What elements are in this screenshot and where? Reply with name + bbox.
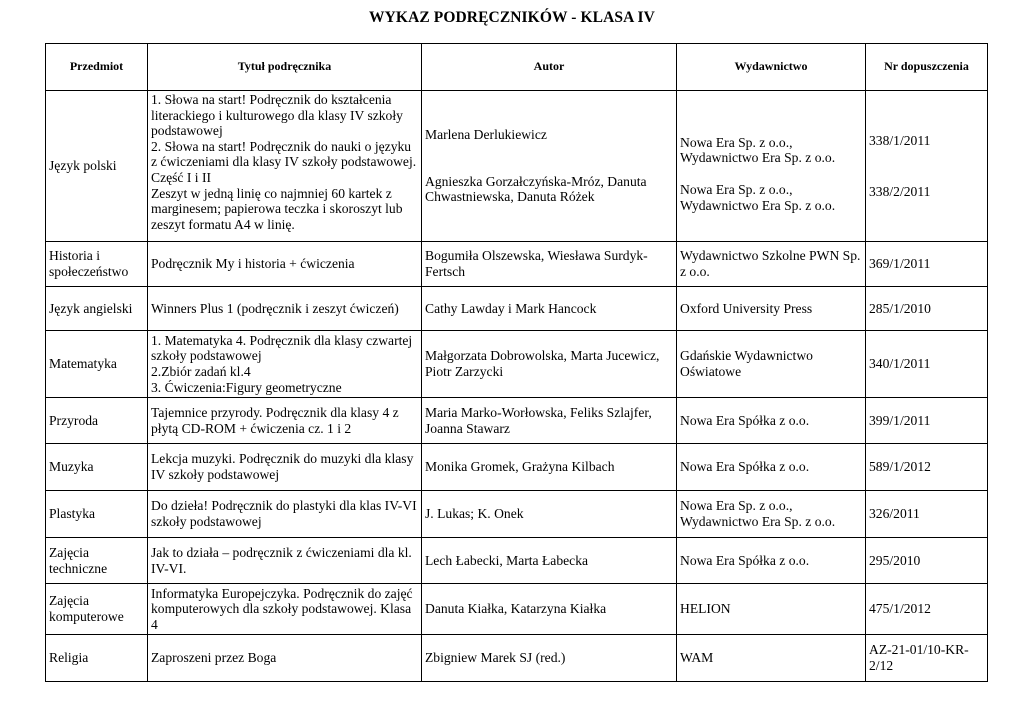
table-row [46,538,988,584]
publisher-cell: Nowa Era Spółka z o.o. [677,398,866,444]
author-cell [422,91,677,242]
approval-cell: 369/1/2011 [866,242,988,287]
approval-cell: 340/1/2011 [866,331,988,398]
table-row [46,287,988,331]
approval-cell: 399/1/2011 [866,398,988,444]
header-subject: Przedmiot [46,44,148,91]
subject-cell: Przyroda [46,398,148,444]
page-title: WYKAZ PODRĘCZNIKÓW - KLASA IV [369,9,655,26]
table-row [46,242,988,287]
table-row [46,91,988,242]
author-cell: Cathy Lawday i Mark Hancock [422,287,677,331]
title-cell: Lekcja muzyki. Podręcznik do muzyki dla klasy IV szkoły podstawowej [148,444,422,491]
approval-cell: AZ-21-01/10-KR-2/12 [866,635,988,682]
publisher-cell: Oxford University Press [677,287,866,331]
publisher-cell: Nowa Era Spółka z o.o. [677,444,866,491]
publisher-entry: Nowa Era Sp. z o.o., Wydawnictwo Era Sp. z o.o. [680,134,836,166]
publisher-cell: Nowa Era Spółka z o.o. [677,538,866,584]
title-cell: 1. Słowa na start! Podręcznik do kształcenia literackiego i kulturowego dla klasy IV szkoły podstawowej 2. Słowa na start! Podręcznik do nauki o języku z ćwiczeniami dla klasy IV szkoły podstawowej. Część I i II Zeszyt w jedną linię co najmniej 60 kartek z marginesem; papierowa teczka i skoroszyt lub zeszyt formatu A4 w linię. [148,91,422,242]
table-row [46,331,988,398]
title-cell: Informatyka Europejczyka. Podręcznik do zajęć komputerowych dla szkoły podstawowej. Klasa 4 [148,584,422,635]
subject-cell: Zajęcia komputerowe [46,584,148,635]
subject-cell: Muzyka [46,444,148,491]
author-entry: Marlena Derlukiewicz [425,127,547,143]
publisher-entry: Nowa Era Sp. z o.o., Wydawnictwo Era Sp. z o.o. [680,182,836,213]
publisher-cell: HELION [677,584,866,635]
title-cell: Podręcznik My i historia + ćwiczenia [148,242,422,287]
subject-cell: Zajęcia techniczne [46,538,148,584]
title-cell: Tajemnice przyrody. Podręcznik dla klasy 4 z płytą CD-ROM + ćwiczenia cz. 1 i 2 [148,398,422,444]
subject-cell: Historia i społeczeństwo [46,242,148,287]
approval-cell: 589/1/2012 [866,444,988,491]
title-cell: 1. Matematyka 4. Podręcznik dla klasy czwartej szkoły podstawowej 2.Zbiór zadań kl.4 3. Ćwiczenia:Figury geometryczne [148,331,422,398]
table-row [46,584,988,635]
table-row [46,491,988,538]
header-publisher: Wydawnictwo [677,44,866,91]
author-cell: Monika Gromek, Grażyna Kilbach [422,444,677,491]
author-cell: Małgorzata Dobrowolska, Marta Jucewicz, Piotr Zarzycki [422,331,677,398]
author-cell: Lech Łabecki, Marta Łabecka [422,538,677,584]
approval-cell: 295/2010 [866,538,988,584]
subject-cell: Plastyka [46,491,148,538]
subject-cell: Matematyka [46,331,148,398]
approval-cell [866,91,988,242]
title-cell: Zaproszeni przez Boga [148,635,422,682]
author-cell: Danuta Kiałka, Katarzyna Kiałka [422,584,677,635]
textbook-table [45,43,988,682]
table-row [46,635,988,682]
publisher-cell: Nowa Era Sp. z o.o., Wydawnictwo Era Sp. z o.o. [677,491,866,538]
table-header-row [46,44,988,91]
subject-cell: Język polski [46,91,148,242]
publisher-cell [677,91,866,242]
header-author: Autor [422,44,677,91]
publisher-cell: Wydawnictwo Szkolne PWN Sp. z o.o. [677,242,866,287]
publisher-cell: Gdańskie Wydawnictwo Oświatowe [677,331,866,398]
title-cell: Jak to działa – podręcznik z ćwiczeniami dla kl. IV-VI. [148,538,422,584]
author-entry: Agnieszka Gorzałczyńska-Mróz, Danuta Chwastniewska, Danuta Różek [425,173,647,205]
author-cell: J. Lukas; K. Onek [422,491,677,538]
title-cell: Do dzieła! Podręcznik do plastyki dla klas IV-VI szkoły podstawowej [148,491,422,538]
author-cell: Bogumiła Olszewska, Wiesława Surdyk-Fertsch [422,242,677,287]
title-cell: Winners Plus 1 (podręcznik i zeszyt ćwiczeń) [148,287,422,331]
table-row [46,444,988,491]
subject-cell: Religia [46,635,148,682]
author-cell: Zbigniew Marek SJ (red.) [422,635,677,682]
approval-cell: 285/1/2010 [866,287,988,331]
approval-entry: 338/2/2011 [869,183,931,199]
table-row [46,398,988,444]
approval-cell: 326/2011 [866,491,988,538]
author-cell: Maria Marko-Worłowska, Feliks Szlajfer, Joanna Stawarz [422,398,677,444]
header-approval-number: Nr dopuszczenia [866,44,988,91]
approval-entry: 338/1/2011 [869,132,931,148]
approval-cell: 475/1/2012 [866,584,988,635]
publisher-cell: WAM [677,635,866,682]
subject-cell: Język angielski [46,287,148,331]
header-title: Tytuł podręcznika [148,44,422,91]
